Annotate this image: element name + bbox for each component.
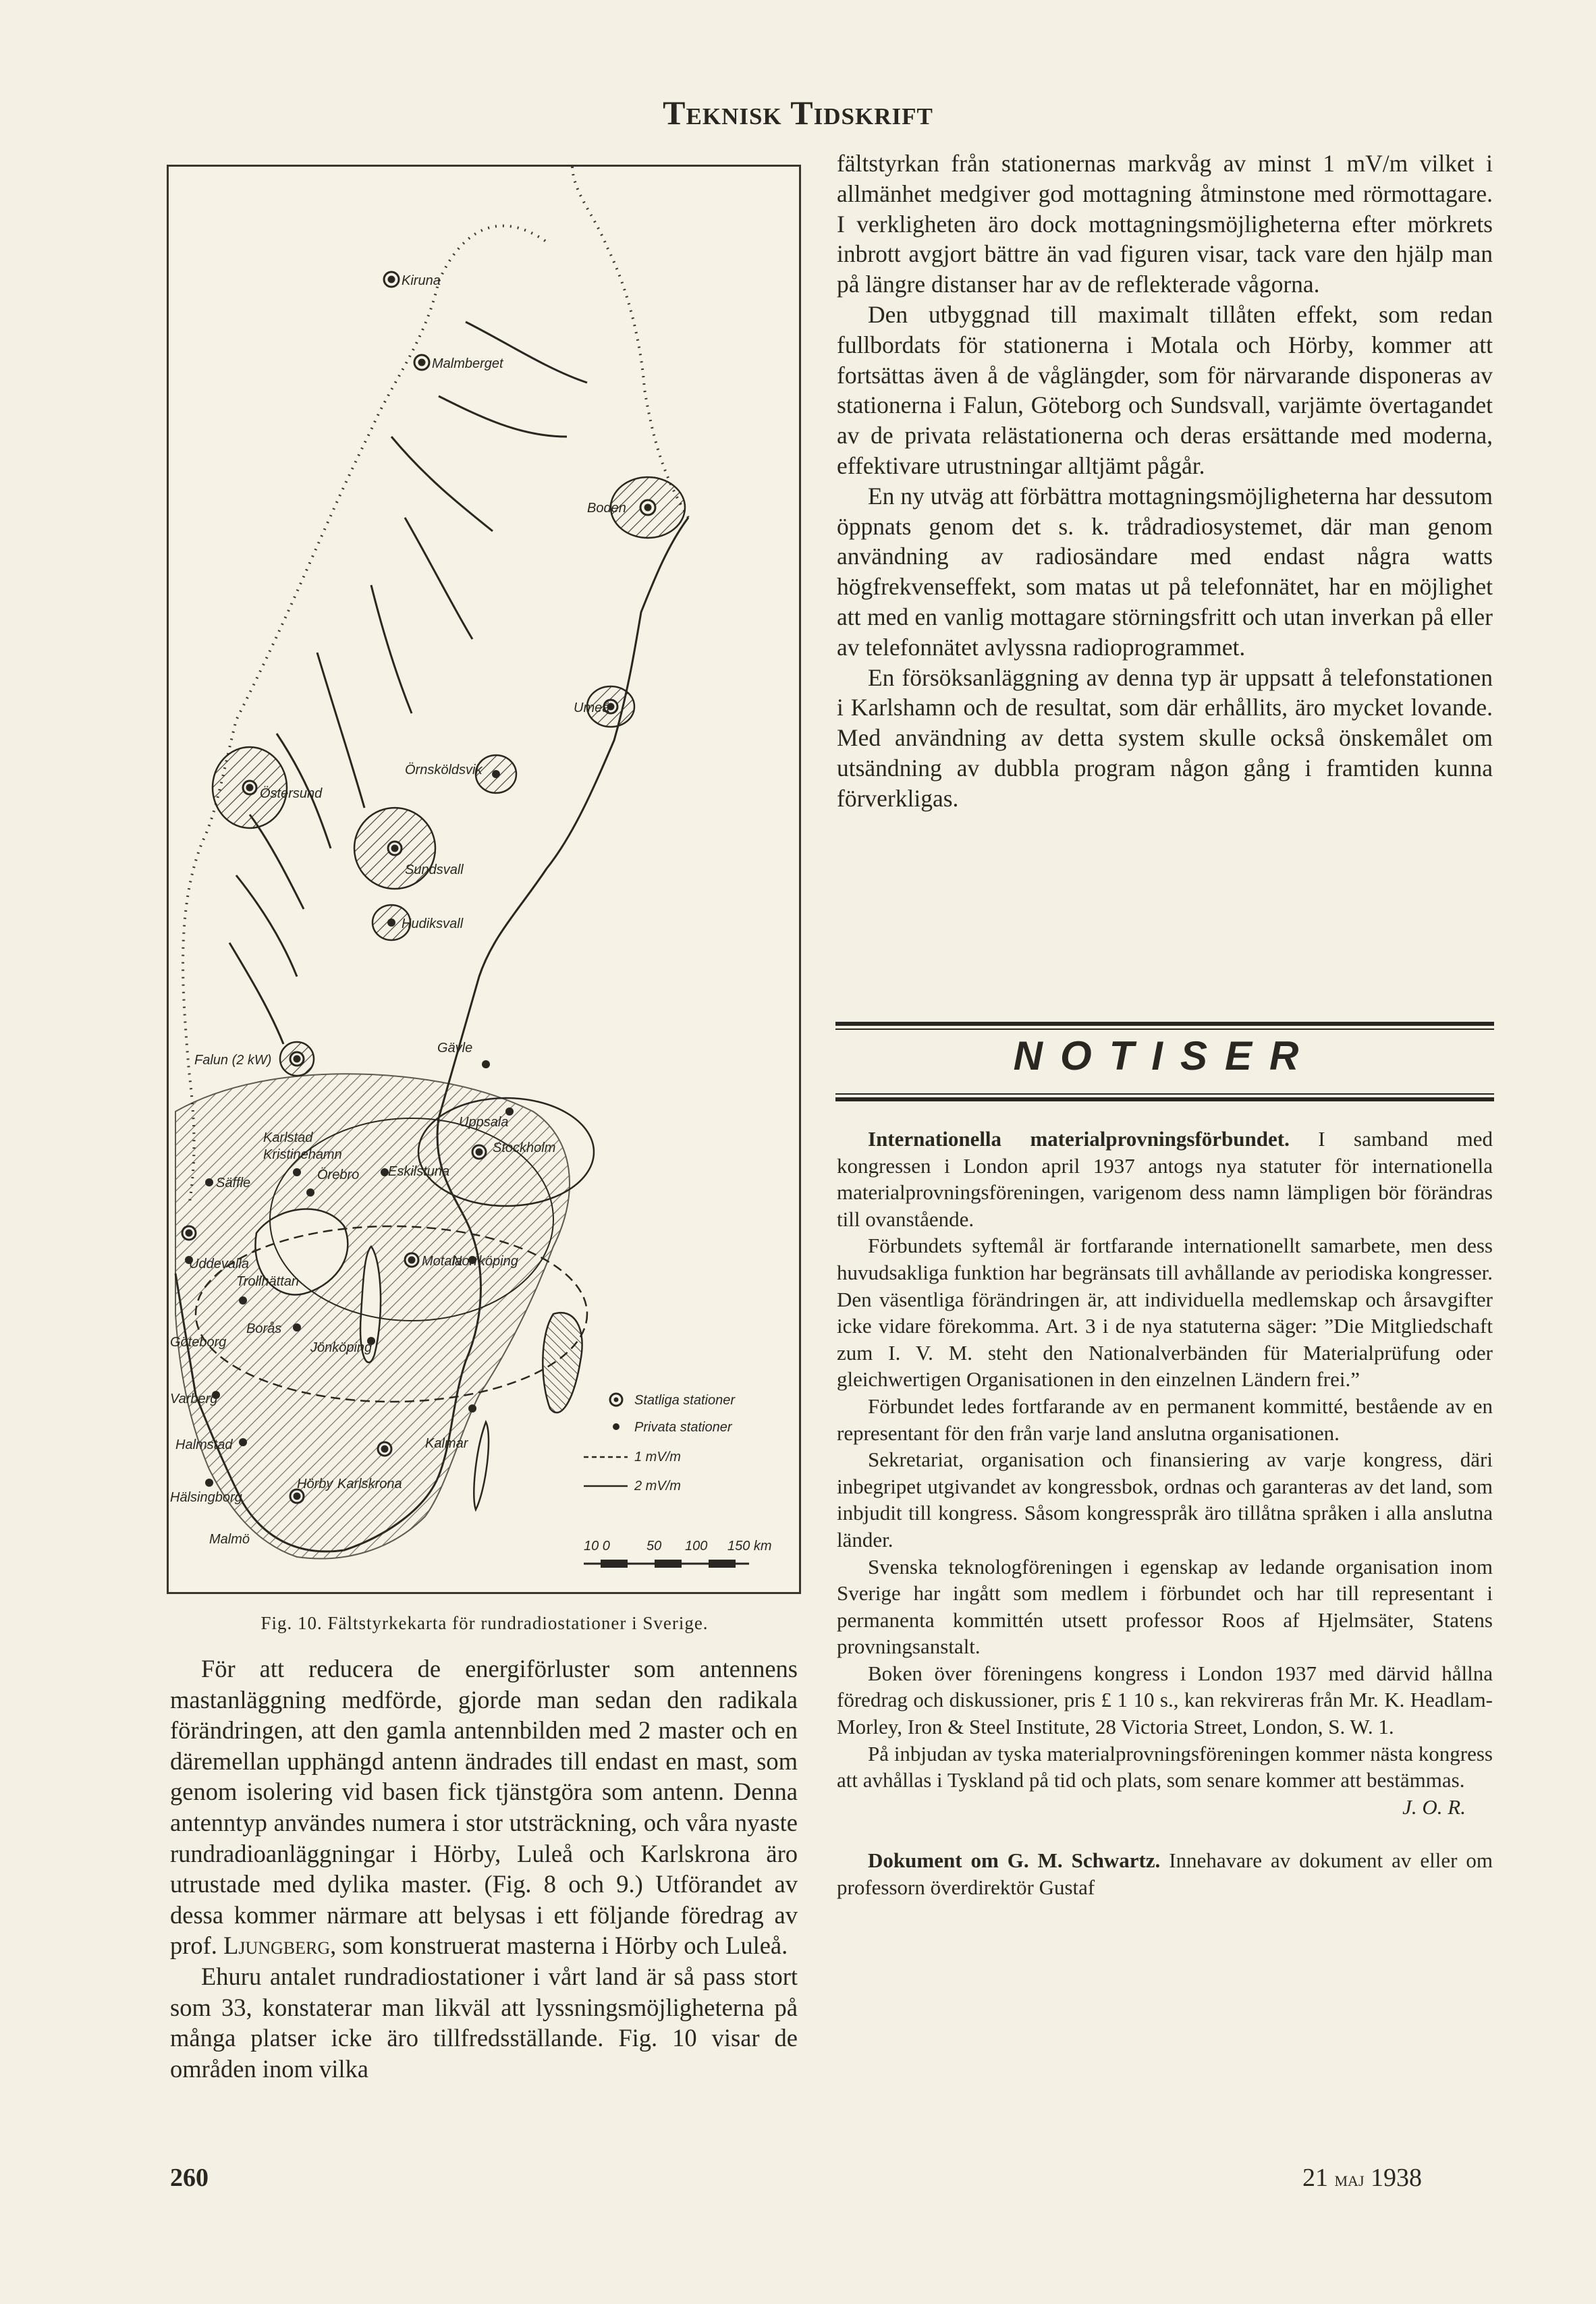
- label-karlskrona: Karlskrona: [337, 1477, 402, 1491]
- label-boras: Borås: [246, 1321, 282, 1336]
- note-1-heading: Internationella materialprovningsförbundet.: [868, 1127, 1290, 1151]
- label-motala: Motala: [422, 1254, 463, 1269]
- right-column: [837, 148, 1493, 814]
- notes-column: [837, 1126, 1493, 1901]
- island-gotland: [543, 1313, 582, 1412]
- right-paragraph-2: Den utbyggnad till maximalt tillåten effekt, som redan fullbordats för stationerna i Motala och Hörby, kommer att fortsättas även å de våglängder, som för närvarande disponeras av stationerna i Falun, Göteborg och Sundsvall, varjämte övertagandet av de privata relästationerna och deras ersättande med moderna, effektivare utrustningar alltjämt pågår.: [837, 300, 1493, 479]
- national-border: [572, 167, 688, 518]
- note-1-paragraph-7: På inbjudan av tyska materialprovningsföreningen kommer nästa kongress att avhållas i Tyskland på tid och plats, som senare kommer att bestämmas.: [837, 1741, 1493, 1792]
- sweden-map-svg: [169, 167, 799, 1592]
- label-jonkoping: Jönköping: [310, 1340, 373, 1355]
- note-1-signature: J. O. R.: [1402, 1794, 1466, 1819]
- right-paragraph-4: En försöksanläggning av denna typ är uppsatt å telefonstationen i Karlshamn och de resultat, som där erhållits, äro mycket lovande. Med användning av detta system skulle också önskemålet om utsändning av dubbla program någon gång i framtiden kunna förverkligas.: [837, 663, 1493, 812]
- note-1-paragraph-5: Svenska teknologföreningen i egenskap av ledande organisation inom Sverige har ingått som medlem i förbundet och har till representant i permanenta kommittén utsett professor Roos af Hjelmsäter, Statens provningsanstalt.: [837, 1554, 1493, 1659]
- label-uddevalla: Uddevalla: [189, 1257, 249, 1271]
- rivers: [229, 322, 587, 1044]
- label-gavle: Gävle: [437, 1041, 473, 1055]
- legend-2mv: 2 mV/m: [634, 1479, 681, 1493]
- label-malmo: Malmö: [209, 1532, 250, 1547]
- label-falun: Falun (2 kW): [194, 1053, 272, 1068]
- note-1-paragraph-6: Boken över föreningens kongress i London 1937 med därvid hållna föredrag och diskussioner, pris £ 1 10 s., kan rekvireras från Mr. K. Headlam-Morley, Iron & Steel Institute, 28 Victoria Street, London, S. W. 1.: [837, 1661, 1493, 1739]
- label-varberg: Varberg: [170, 1392, 218, 1406]
- label-halmstad: Halmstad: [175, 1437, 233, 1452]
- label-kristinehamn: Kristinehamn: [263, 1147, 342, 1162]
- note-2-intro: Dokument om G. M. Schwartz. Innehavare av dokument av eller om professorn överdirektör Gustaf: [837, 1848, 1493, 1900]
- label-goteborg: Göteborg: [170, 1335, 227, 1350]
- label-eskilstuna: Eskilstuna: [388, 1164, 450, 1179]
- scale-tick-100: 100: [685, 1539, 708, 1554]
- left-paragraph-1: För att reducera de energiförluster som antennens mastanläggning medförde, gjorde man sedan den radikala förändringen, att den gamla antennbilden med 2 master och en däremellan upphängd antenn ändrades till endast en mast, som genom isolering vid basen fick tjänstgöra som antenn. Denna antenntyp användes numera i stor utsträckning, och våra nyaste rundradioanläggningar i Hörby, Luleå och Karlskrona äro utrustade med dylika master. (Fig. 8 och 9.) Utförandet av dessa kommer närmare att belysas i ett följande föredrag av prof. Ljungberg, som konstruerat masterna i Hörby och Luleå.: [170, 1655, 798, 1960]
- label-karlstad: Karlstad: [263, 1130, 313, 1145]
- note-1-paragraph-4: Sekretariat, organisation och finansiering av varje kongress, däri inbegripet utgivandet av kongressbok, ordnas och garanteras av det land, som inbjudit till kongress. Såsom kongresspråk äro tillåtna språken i alla anslutna länder.: [837, 1448, 1493, 1552]
- author-name: Ljungberg: [223, 1931, 331, 1960]
- label-kalmar: Kalmar: [425, 1436, 468, 1451]
- label-horby: Hörby: [297, 1477, 333, 1491]
- field-strength-map: [167, 165, 801, 1594]
- label-umea: Umeå: [574, 701, 610, 715]
- scale-tick-50: 50: [646, 1539, 662, 1554]
- right-paragraph-1: fältstyrkan från stationernas markvåg av minst 1 mV/m vilket i allmänhet medgiver god mottagning åtminstone med rörmottagare. I verkligheten äro dock mottagningsmöjligheterna efter mörkrets inbrott avgjort bättre än vad figuren visar, tack vare den hjälp man på längre distanser har av de reflekterade vågorna.: [837, 150, 1493, 298]
- legend-1mv: 1 mV/m: [634, 1450, 681, 1464]
- label-norrkoping: Norrköping: [452, 1254, 518, 1269]
- legend-private-stations: Privata stationer: [634, 1420, 732, 1435]
- note-1-intro: Internationella materialprovningsförbundet. I samband med kongressen i London april 1937 antogs nya statuter för internationella materialprovningsföreningen, varigenom dess namn lämpligen bör förändras till ovanstående.: [837, 1127, 1493, 1231]
- label-halsingborg: Hälsingborg: [170, 1490, 242, 1505]
- note-1-paragraph-3: Förbundet ledes fortfarande av en permanent kommitté, bestående av en representant för den från varje land anslutna organisationen.: [837, 1394, 1493, 1445]
- map-legend: [584, 1393, 736, 1493]
- label-stockholm: Stockholm: [493, 1141, 556, 1155]
- issue-date: 21 maj 1938: [1302, 2164, 1423, 2192]
- label-kiruna: Kiruna: [402, 273, 441, 288]
- right-paragraph-3: En ny utväg att förbättra mottagningsmöjligheterna har dessutom öppnats genom det s. k. trådradiosystemet, där man genom användning av radiosändare med endast några watts högfrekvenseffekt, som matas ut på telefonnätet, har en möjlighet att med en vanlig mottagare störningsfritt och utan inverkan på eller av telefonnätet avlyssna radioprogrammet.: [837, 482, 1493, 661]
- label-ostersund: Östersund: [260, 786, 323, 801]
- label-saffle: Säffle: [216, 1176, 251, 1190]
- label-hudiksvall: Hudiksvall: [402, 916, 464, 931]
- label-sundsvall: Sundsvall: [405, 862, 464, 877]
- label-trollhattan: Trollhättan: [236, 1274, 300, 1289]
- label-uppsala: Uppsala: [459, 1115, 509, 1130]
- label-malmberget: Malmberget: [432, 356, 503, 371]
- legend-state-stations: Statliga stationer: [634, 1393, 735, 1408]
- label-boden: Boden: [587, 501, 626, 516]
- section-heading-notiser: NOTISER: [1013, 1033, 1317, 1078]
- label-ornskoldsvik: Örnsköldsvik: [405, 763, 483, 777]
- masthead: Teknisk Tidskrift: [663, 94, 933, 132]
- scale-bar: [584, 1539, 772, 1568]
- label-orebro: Örebro: [317, 1168, 360, 1182]
- scale-tick-150: 150 km: [727, 1539, 772, 1554]
- island-oland: [474, 1422, 489, 1510]
- note-1-paragraph-2: Förbundets syftemål är fortfarande internationellt samarbete, men dess huvudsakliga funktion har begränsats till avhållande av periodiska kongresser. Den väsentliga förändringen är, att individuella medlemskap och årsavgifter icke vidare förekomma. Art. 3 i de nya statuterna säger: ”Die Mitgliedschaft zum I. V. M. steht den Nationalverbänden für Materialprüfung oder gleichwertigen Organisationen in den einzelnen Ländern frei.”: [837, 1234, 1493, 1392]
- left-column: [170, 1653, 798, 2084]
- page-number: 260: [170, 2164, 209, 2192]
- figure-caption: Fig. 10. Fältstyrkekarta för rundradiostationer i Sverige.: [260, 1613, 709, 1633]
- scale-tick-0: 10 0: [584, 1539, 610, 1554]
- left-paragraph-2: Ehuru antalet rundradiostationer i vårt land är så pass stort som 33, konstaterar man likväl att lyssningsmöjligheterna på många platser icke äro tillfredsställande. Fig. 10 visar de områden inom vilka: [170, 1962, 798, 2083]
- note-2-heading: Dokument om G. M. Schwartz.: [868, 1848, 1161, 1873]
